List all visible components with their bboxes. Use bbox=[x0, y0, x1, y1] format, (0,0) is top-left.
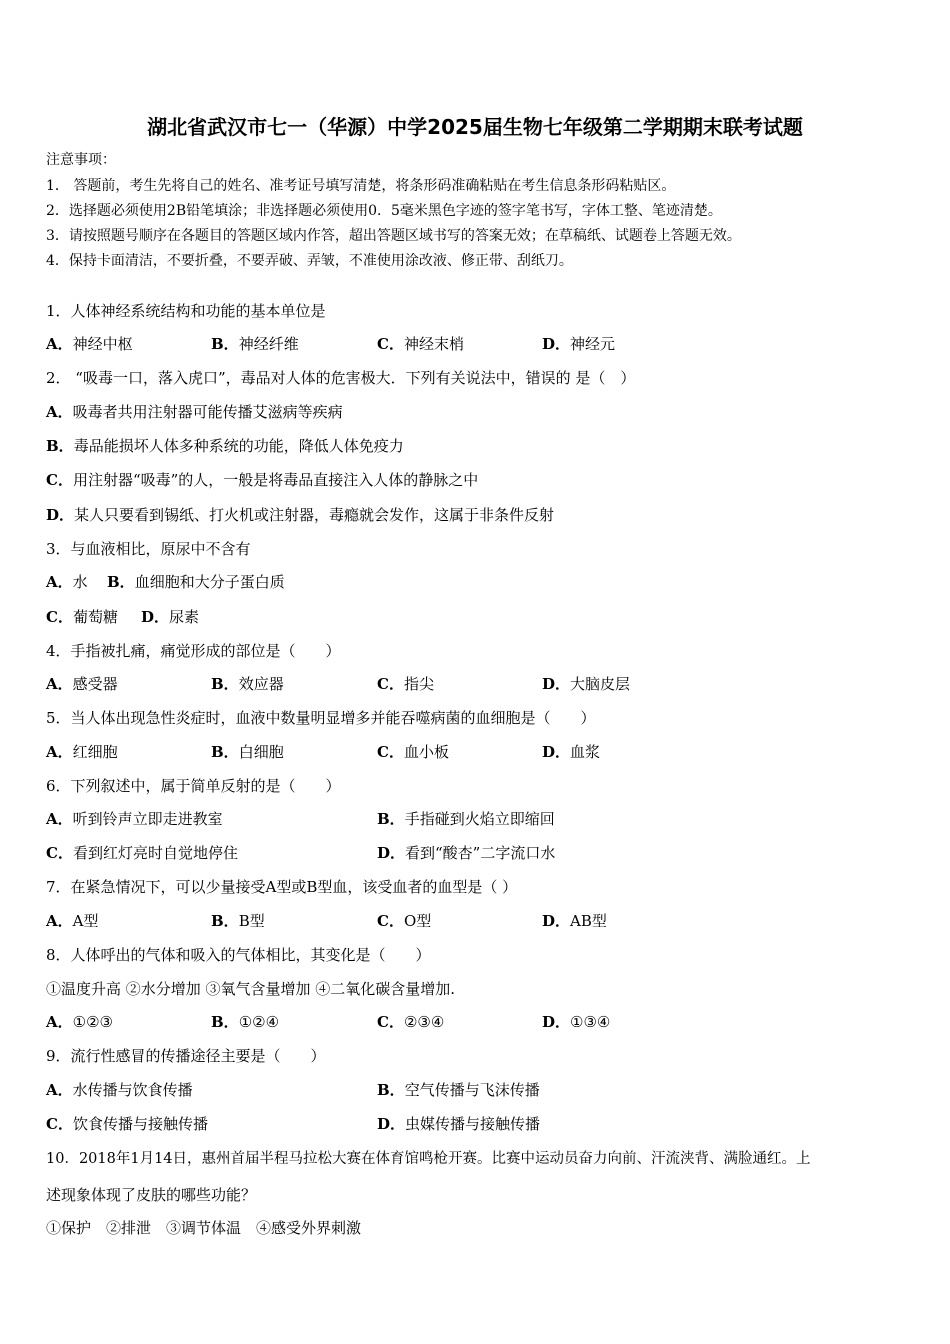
question-3-option-c: C．葡萄糖 bbox=[46, 608, 118, 626]
question-8-stem: 8．人体呼出的气体和吸入的气体相比，其变化是（ ） bbox=[46, 946, 431, 964]
question-3-option-d: D．尿素 bbox=[141, 608, 200, 626]
question-6-stem: 6．下列叙述中，属于简单反射的是（ ） bbox=[46, 777, 341, 795]
question-1-option-d: D．神经元 bbox=[542, 335, 616, 353]
question-1-stem: 1．人体神经系统结构和功能的基本单位是 bbox=[46, 302, 326, 320]
question-9-option-b: B．空气传播与飞沫传播 bbox=[377, 1081, 540, 1099]
notice-item: 1． 答题前，考生先将自己的姓名、准考证号填写清楚，将条形码准确粘贴在考生信息条形码粘贴区。 bbox=[46, 178, 676, 194]
question-6-option-d: D．看到“酸杏”二字流口水 bbox=[377, 844, 556, 862]
question-7-stem: 7．在紧急情况下，可以少量接受A型或B型血，该受血者的血型是（ ） bbox=[46, 878, 518, 896]
question-2-option-c: C．用注射器“吸毒”的人，一般是将毒品直接注入人体的静脉之中 bbox=[46, 471, 479, 489]
question-8-statements: ①温度升高 ②水分增加 ③氧气含量增加 ④二氧化碳含量增加. bbox=[46, 980, 456, 998]
notice-heading: 注意事项： bbox=[46, 152, 116, 168]
question-5-stem: 5．当人体出现急性炎症时，血液中数量明显增多并能吞噬病菌的血细胞是（ ） bbox=[46, 709, 596, 727]
question-6-option-b: B．手指碰到火焰立即缩回 bbox=[377, 810, 555, 828]
question-2-option-a: A．吸毒者共用注射器可能传播艾滋病等疾病 bbox=[46, 403, 343, 421]
question-10-statements: ①保护 ②排泄 ③调节体温 ④感受外界刺激 bbox=[46, 1219, 362, 1237]
question-9-option-a: A．水传播与饮食传播 bbox=[46, 1081, 193, 1099]
question-5-option-c: C．血小板 bbox=[377, 743, 449, 761]
question-8-option-d: D．①③④ bbox=[542, 1013, 611, 1031]
question-9-option-d: D．虫媒传播与接触传播 bbox=[377, 1115, 541, 1133]
question-1-option-a: A．神经中枢 bbox=[46, 335, 133, 353]
question-3-stem: 3．与血液相比，原尿中不含有 bbox=[46, 540, 251, 558]
question-6-option-a: A．听到铃声立即走进教室 bbox=[46, 810, 223, 828]
question-4-option-d: D．大脑皮层 bbox=[542, 675, 631, 693]
question-3-option-a: A．水 bbox=[46, 573, 88, 591]
question-5-option-d: D．血浆 bbox=[542, 743, 601, 761]
question-4-option-a: A．感受器 bbox=[46, 675, 118, 693]
notice-item: 4．保持卡面清洁，不要折叠，不要弄破、弄皱，不准使用涂改液、修正带、刮纸刀。 bbox=[46, 253, 573, 269]
question-4-option-c: C．指尖 bbox=[377, 675, 434, 693]
question-7-option-a: A．A型 bbox=[46, 912, 99, 930]
question-2-stem: 2． “吸毒一口，落入虎口”，毒品对人体的危害极大．下列有关说法中，错误的 是（ ） bbox=[46, 369, 636, 387]
page-title: 湖北省武汉市七一（华源）中学2025届生物七年级第二学期期末联考试题 bbox=[147, 115, 803, 139]
question-8-option-b: B．①②④ bbox=[211, 1013, 280, 1031]
question-1-option-c: C．神经末梢 bbox=[377, 335, 464, 353]
question-5-option-a: A．红细胞 bbox=[46, 743, 118, 761]
question-4-option-b: B．效应器 bbox=[211, 675, 284, 693]
question-6-option-c: C．看到红灯亮时自觉地停住 bbox=[46, 844, 238, 862]
question-4-stem: 4．手指被扎痛，痛觉形成的部位是（ ） bbox=[46, 642, 341, 660]
question-10-stem: 10．2018年1月14日，惠州首届半程马拉松大赛在体育馆鸣枪开赛。比赛中运动员奋力向前、汗流浃背、满脸通红。上 bbox=[46, 1151, 811, 1167]
question-10-stem-continued: 述现象体现了皮肤的哪些功能？ bbox=[46, 1186, 257, 1204]
question-7-option-d: D．AB型 bbox=[542, 912, 607, 930]
question-8-option-a: A．①②③ bbox=[46, 1013, 113, 1031]
question-7-option-c: C．O型 bbox=[377, 912, 432, 930]
question-2-option-b: B．毒品能损坏人体多种系统的功能，降低人体免疫力 bbox=[46, 437, 404, 455]
question-9-option-c: C．饮食传播与接触传播 bbox=[46, 1115, 208, 1133]
question-3-option-b: B．血细胞和大分子蛋白质 bbox=[107, 573, 285, 591]
question-1-option-b: B．神经纤维 bbox=[211, 335, 299, 353]
question-8-option-c: C．②③④ bbox=[377, 1013, 445, 1031]
question-9-stem: 9．流行性感冒的传播途径主要是（ ） bbox=[46, 1047, 326, 1065]
question-2-option-d: D．某人只要看到锡纸、打火机或注射器，毒瘾就会发作，这属于非条件反射 bbox=[46, 506, 555, 524]
question-5-option-b: B．白细胞 bbox=[211, 743, 284, 761]
notice-item: 2．选择题必须使用2B铅笔填涂；非选择题必须使用0．5毫米黑色字迹的签字笔书写，字体工整、笔迹清楚。 bbox=[46, 203, 722, 219]
notice-item: 3．请按照题号顺序在各题目的答题区域内作答，超出答题区域书写的答案无效；在草稿纸、试题卷上答题无效。 bbox=[46, 228, 741, 244]
question-7-option-b: B．B型 bbox=[211, 912, 265, 930]
